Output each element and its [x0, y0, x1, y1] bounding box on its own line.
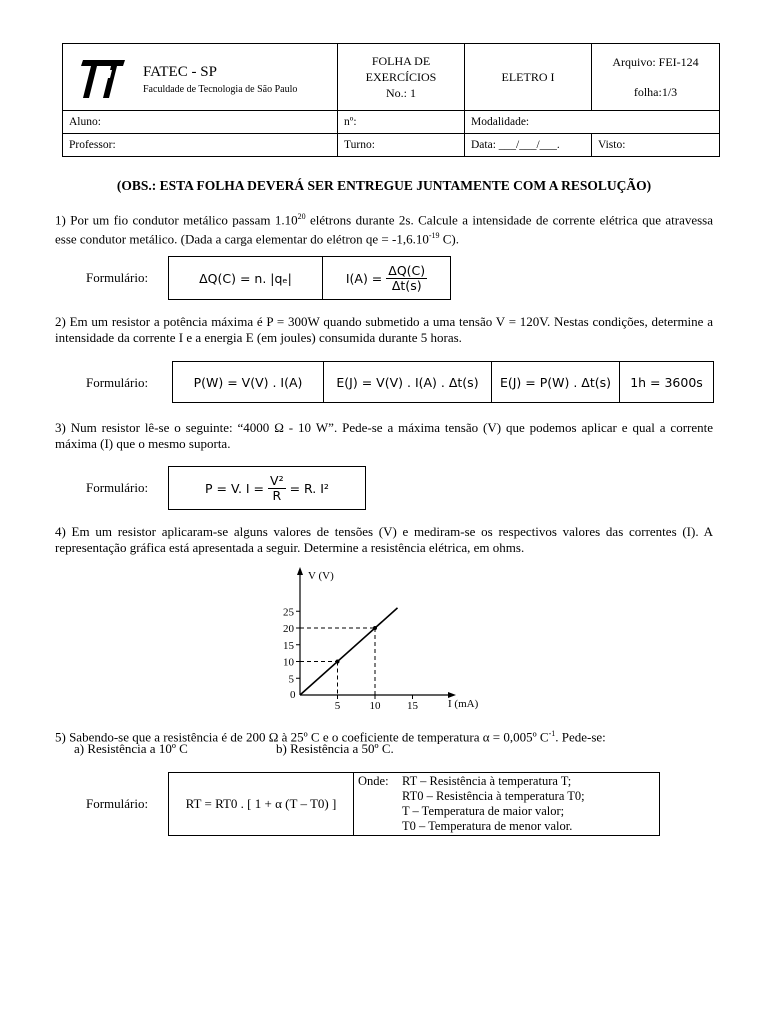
formula-label-5: Formulário:	[86, 796, 149, 811]
x-tick-label: 15	[407, 700, 418, 712]
header-table	[62, 43, 720, 157]
data-point	[336, 660, 340, 664]
question-4: 4) Em um resistor aplicaram-se alguns valores de tensões (V) e mediram-se os respectivos valores das correntes (I). A representação gráfica está apresentada a seguir. Determine a resistência elétrica, em ohms.	[55, 524, 713, 555]
formula-box-2	[172, 361, 714, 403]
question-5-item-b: b) Resistência a 50º C.	[276, 741, 394, 756]
formula-2a: P(W) = V(V) . I(A)	[173, 362, 324, 402]
file-cell	[592, 44, 720, 111]
legend-item: RT0 – Resistência à temperatura T0;	[402, 789, 585, 803]
legend-onde: Onde:	[358, 774, 389, 788]
origin-label: 0	[290, 689, 296, 701]
file-code: Arquivo: FEI-124	[612, 55, 699, 69]
y-tick-label: 5	[288, 673, 294, 686]
course-name: ELETRO I	[501, 70, 555, 84]
formula-box-3	[168, 466, 366, 510]
formula-1a: ΔQ(C) = n. |qₑ|	[169, 257, 323, 299]
page-indicator: folha:1/3	[633, 85, 678, 99]
fatec-logo-icon	[79, 54, 127, 102]
formula-2d: 1h = 3600s	[630, 374, 703, 390]
formula-2c: E(J) = P(W) . Δt(s)	[492, 362, 620, 402]
y-tick-label: 25	[283, 606, 294, 619]
series-line	[300, 608, 398, 695]
turno-field[interactable]: Turno:	[338, 134, 465, 157]
modalidade-field[interactable]: Modalidade:	[465, 111, 720, 134]
vi-chart	[270, 565, 500, 713]
formula-1b: I(A) = $\frac{\Delta Q(C)}{\Delta t(s)}$	[345, 262, 426, 293]
data-field[interactable]: Data: ___/___/___.	[465, 134, 592, 157]
formula-label-1: Formulário:	[86, 270, 149, 285]
logo-cell	[63, 44, 338, 111]
school-name: FATEC - SP	[143, 64, 217, 80]
obs-note: (OBS.: ESTA FOLHA DEVERÁ SER ENTREGUE JUNTAMENTE COM A RESOLUÇÃO)	[116, 178, 652, 193]
formula-label-3: Formulário:	[86, 480, 149, 495]
formula-box-1	[168, 256, 451, 300]
formula-box-5	[168, 772, 660, 836]
question-3: 3) Num resistor lê-se o seguinte: “4000 Ω - 10 W”. Pede-se a máxima tensão (V) que podemos aplicar e qual a corrente máxima (I) que o mesmo suporta.	[55, 420, 713, 451]
professor-field[interactable]: Professor:	[63, 134, 338, 157]
course-cell	[465, 44, 592, 111]
legend-item: T – Temperatura de maior valor;	[402, 804, 565, 818]
legend-item: RT – Resistência à temperatura T;	[402, 774, 572, 788]
x-tick-label: 5	[334, 700, 341, 712]
numero-field[interactable]: nº:	[338, 111, 465, 134]
question-1: 1) Por um fio condutor metálico passam 1.10$^{20}$ elétrons durante 2s. Calcule a intensidade de corrente elétrica que atravessa esse condutor metálico. (Dada a carga elementar do elétron qe = $-1,6.10^{-19}$ C).	[55, 212, 714, 247]
visto-field[interactable]: Visto:	[592, 134, 720, 157]
x-tick-label: 10	[369, 700, 381, 712]
formula-2b: E(J) = V(V) . I(A) . Δt(s)	[324, 362, 492, 402]
sheet-number: No.: 1	[386, 86, 416, 100]
y-tick-label: 10	[283, 656, 294, 669]
formula-label-2: Formulário:	[86, 375, 149, 390]
formula-3: P = V. I = $\frac{\text{V²}}{R}$ = R. I²	[205, 472, 329, 503]
question-5: 5) Sabendo-se que a resistência é de 200 Ω à 25º C e o coeficiente de temperatura α = 0,005º $C^{-1}$. Pede-se:	[55, 729, 606, 745]
question-5-item-a: a) Resistência a 10º C	[74, 741, 188, 756]
y-axis-arrow-icon	[297, 567, 303, 575]
sheet-title-line2: EXERCÍCIOS	[365, 70, 437, 84]
y-axis-label: V (V)	[308, 570, 334, 582]
sheet-title-line1: FOLHA DE	[371, 54, 431, 68]
y-tick-label: 20	[283, 623, 294, 635]
sheet-title-cell	[338, 44, 465, 111]
x-axis-label: I (mA)	[448, 698, 479, 710]
data-point	[373, 626, 377, 630]
formula-5-legend	[354, 773, 659, 835]
y-tick-label: 15	[283, 639, 294, 652]
school-full-name: Faculdade de Tecnologia de São Paulo	[143, 84, 298, 95]
aluno-field[interactable]: Aluno:	[63, 111, 338, 134]
formula-5: RT = RT0 . [ 1 + α (T – T0) ]	[169, 773, 354, 835]
question-2: 2) Em um resistor a potência máxima é P = 300W quando submetido a uma tensão V = 120V. Nestas condições, determine a intensidade da corrente I e a energia E (em joules) consumida durante 5 horas.	[55, 314, 713, 345]
legend-item: T0 – Temperatura de menor valor.	[402, 819, 573, 833]
